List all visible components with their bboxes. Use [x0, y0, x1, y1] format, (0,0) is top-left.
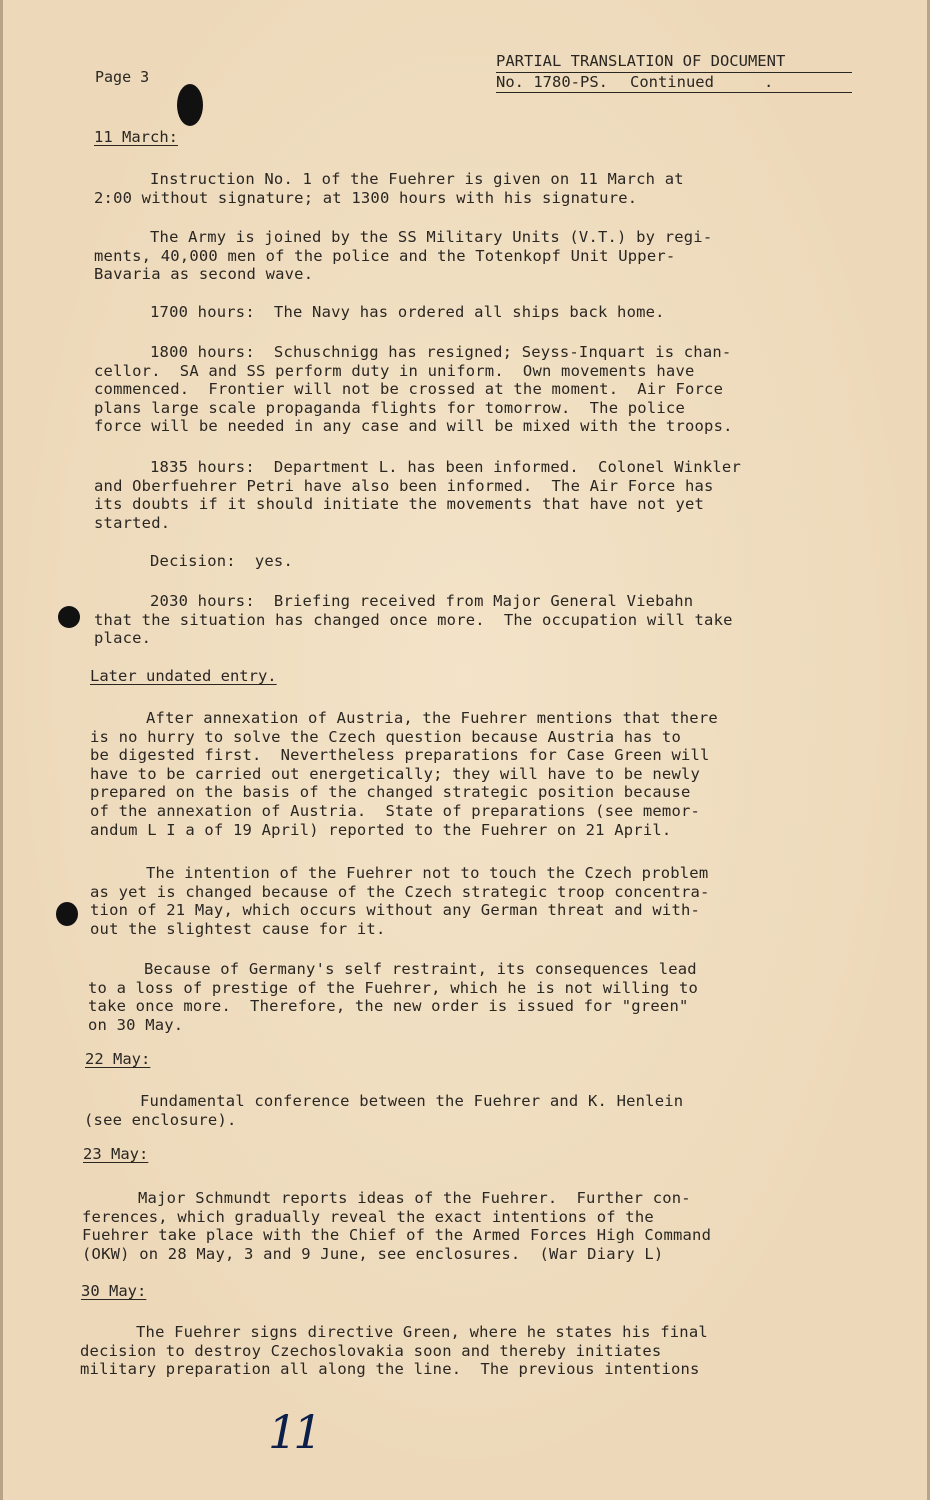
heading-30-may: 30 May:	[81, 1282, 147, 1300]
page-number	[95, 68, 149, 86]
ink-blot-top	[177, 84, 203, 126]
heading-22-may: 22 May:	[85, 1050, 151, 1068]
header-dot: .	[763, 73, 774, 91]
paragraph-self-restraint: Because of Germany's self restraint, its consequences lead to a loss of prestige of the Fuehrer, which he is not willing to take once more. Therefore, the new order is issued for "green" on 30 May.	[88, 960, 699, 1034]
punch-hole-lower	[56, 902, 78, 926]
heading-11-march: 11 March:	[94, 128, 178, 146]
paragraph-after-annexation: After annexation of Austria, the Fuehrer mentions that there is no hurry to solve the Czech question because Austria has to be digested first. Nevertheless preparations for Case Green will have to be carried out energetically; they will have to be newly prepared on the basis of the changed strategic position because of the annexation of Austria. State of preparations (see memor- andum L I a of 19 April) reported to the Fuehrer on 21 April.	[90, 709, 718, 839]
paragraph-directive-green: The Fuehrer signs directive Green, where he states his final decision to destroy Czechoslovakia soon and thereby initiates military preparation all along the line. The previous intentions	[80, 1323, 708, 1379]
paragraph-2030-hours: 2030 hours: Briefing received from Major General Viebahn that the situation has changed once more. The occupation will take place.	[94, 592, 733, 648]
page-edge-left	[0, 0, 3, 1500]
paragraph-1700-hours: 1700 hours: The Navy has ordered all ships back home.	[150, 303, 665, 321]
document-header	[496, 52, 852, 93]
document-number: No. 1780-PS.	[496, 73, 608, 91]
paragraph-army-joined: The Army is joined by the SS Military Units (V.T.) by regi- ments, 40,000 men of the police and the Totenkopf Unit Upper- Bavaria as second wave.	[94, 228, 713, 284]
page-label: Page 3	[95, 68, 150, 86]
paragraph-fundamental-conference: Fundamental conference between the Fuehrer and K. Henlein (see enclosure).	[84, 1092, 684, 1129]
header-title: PARTIAL TRANSLATION OF DOCUMENT	[496, 52, 786, 70]
paragraph-intention-of-fuehrer: The intention of the Fuehrer not to touch the Czech problem as yet is changed because of the Czech strategic troop concentra- tion of 21 May, which occurs without any German threat and with- out the slightest cause for it.	[90, 864, 710, 938]
paragraph-instruction-no-1: Instruction No. 1 of the Fuehrer is given on 11 March at 2:00 without signature; at 1300 hours with his signature.	[94, 170, 684, 207]
paragraph-decision: Decision: yes.	[150, 552, 293, 570]
paragraph-1800-hours: 1800 hours: Schuschnigg has resigned; Seyss-Inquart is chan- cellor. SA and SS perform duty in uniform. Own movements have commenced. Frontier will not be crossed at the moment. Air Force plans large scale propaganda flights for tomorrow. The police force will be needed in any case and will be mixed with the troops.	[94, 343, 733, 436]
continued-label: Continued	[629, 73, 714, 91]
handwritten-page-mark: 11	[268, 1405, 319, 1459]
paragraph-schmundt-reports: Major Schmundt reports ideas of the Fuehrer. Further con- ferences, which gradually reveal the exact intentions of the Fuehrer take place with the Chief of the Armed Forces High Command (OKW) on 28 May, 3 and 9 June, see enclosures. (War Diary L)	[82, 1189, 712, 1263]
heading-later-undated-entry: Later undated entry.	[90, 667, 277, 685]
heading-23-may: 23 May:	[83, 1145, 149, 1163]
punch-hole-middle	[58, 606, 80, 628]
paragraph-1835-hours: 1835 hours: Department L. has been informed. Colonel Winkler and Oberfuehrer Petri have also been informed. The Air Force has its doubts if it should initiate the movements that have not yet started.	[94, 458, 741, 532]
